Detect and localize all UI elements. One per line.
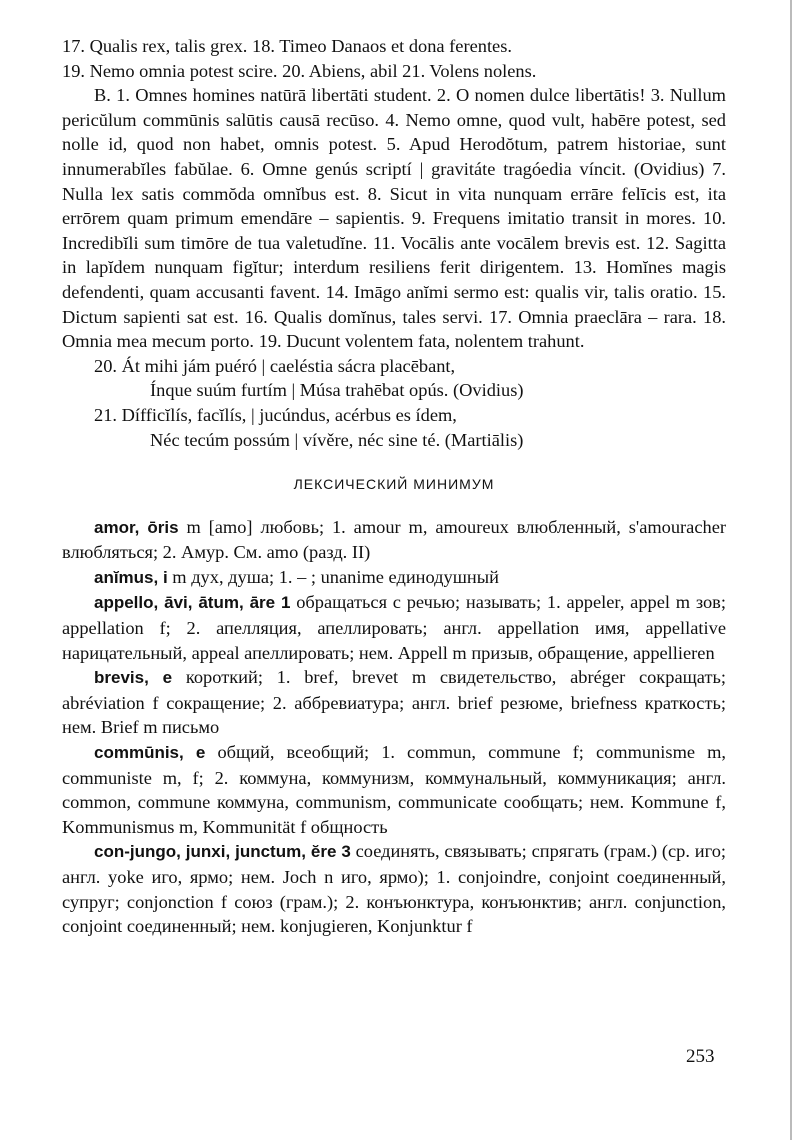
list-item	[62, 565, 726, 591]
verse-line: Néc tecúm possúm | vívěre, néc sine té. (Martiālis)	[150, 429, 524, 450]
headword: brevis, e	[94, 668, 173, 688]
headword: amor, ōris	[94, 517, 179, 537]
text-line-17-18: 17. Qualis rex, talis grex. 18. Timeo Danaos et dona ferentes.	[62, 36, 512, 56]
definition: обращаться с речью; называть; 1. appeler, appel m зов; appellation f; 2. апелляция, апеллировать; англ. appellation имя, appellative нарицательный, appeal апеллировать; нем. Appell m призыв, обращение, appellieren	[62, 592, 726, 663]
headword: appello, āvi, ātum, āre 1	[94, 593, 291, 613]
verse-21	[62, 403, 726, 452]
verse-20	[62, 354, 726, 403]
definition: m [amo] любовь; 1. amour m, amoureux влюбленный, s'amouracher влюбляться; 2. Амур. См. amo (разд. II)	[62, 516, 726, 563]
section-heading: ЛЕКСИЧЕСКИЙ МИНИМУМ	[293, 476, 495, 493]
text-line-19-21: 19. Nemo omnia potest scire. 20. Abiens, abil 21. Volens nolens.	[62, 60, 537, 81]
definition: общий, всеобщий; 1. commun, commune f; communisme m, communiste m, f; 2. коммуна, коммунизм, коммунальный, коммуникация; англ. common, commune коммуна, communism, communicate сообщать; нем. Kommune f, Kommunismus m, Kommunität f общность	[62, 742, 726, 837]
verse-line: 20. Át mihi jám puéró | caeléstia sácra placēbant,	[94, 355, 456, 376]
definition: короткий; 1. bref, brevet m свидетельство, abréger сокращать; abréviation f сокращение; 2. аббревиатура; англ. brief резюме, briefness краткость; нем. Brief m письмо	[62, 667, 726, 738]
page-body	[62, 34, 726, 939]
list-item	[62, 665, 726, 740]
lexical-minimum-list	[62, 515, 726, 939]
list-item	[62, 740, 726, 839]
headword: commūnis, e	[94, 743, 206, 763]
page-edge-divider	[790, 0, 792, 1140]
verse-line: 21. Dífficĭlís, facĭlís, | jucúndus, acérbus es ídem,	[94, 404, 457, 425]
list-item	[62, 515, 726, 565]
page-number: 253	[686, 1046, 715, 1067]
section-b-paragraph: B. 1. Omnes homines natūrā libertāti student. 2. O nomen dulce libertātis! 3. Nullum pericŭlum commūnis salūtis causā recūso. 4. Nemo omne, quod vult, habēre potest, sed nolle id, quod non habet, omnis potest. 5. Apud Herodŏtum, patrem historiae, sunt innumerabĭles fabŭlae. 6. Omne genús scriptí | gravitáte tragóedia víncit. (Ovidius) 7. Nulla lex satis commŏda omnĭbus est. 8. Sicut in vita nunquam errāre felīcis est, ita errōrem quam primum emendāre – sapientis. 9. Frequens imitatio transit in mores. 10. Incredibĭli sum timōre de tua valetudĭne. 11. Vocālis ante vocālem brevis est. 12. Sagitta in lapĭdem nunquam figĭtur; interdum resiliens ferit dirigentem. 13. Homĭnes magis defendenti, quam accusanti favent. 14. Imāgo anĭmi sermo est: qualis vir, talis oratio. 15. Dictum sapienti sat est. 16. Qualis domĭnus, tales servi. 17. Omnia praeclāra – rara. 18. Omnia mea mecum porto. 19. Ducunt volentem fata, nolentem trahunt.	[62, 85, 726, 352]
list-item	[62, 590, 726, 665]
headword: anĭmus, i	[94, 567, 168, 587]
headword: con-jungo, junxi, junctum, ĕre 3	[94, 842, 351, 862]
verse-line: Ínque suúm furtím | Músa trahēbat opús. (Ovidius)	[150, 380, 524, 401]
definition: соединять, связывать; спрягать (грам.) (ср. иго; англ. yoke иго, ярмо; нем. Joch n иго, ярмо); 1. conjoindre, conjoint соединенный, супруг; conjonction f союз (грам.); 2. конъюнктура, конъюнктив; англ. conjunction, conjoint соединенный; нем. konjugieren, Konjunktur f	[62, 841, 726, 937]
list-item	[62, 839, 726, 938]
definition: m дух, душа; 1. – ; unanime единодушный	[172, 566, 499, 587]
